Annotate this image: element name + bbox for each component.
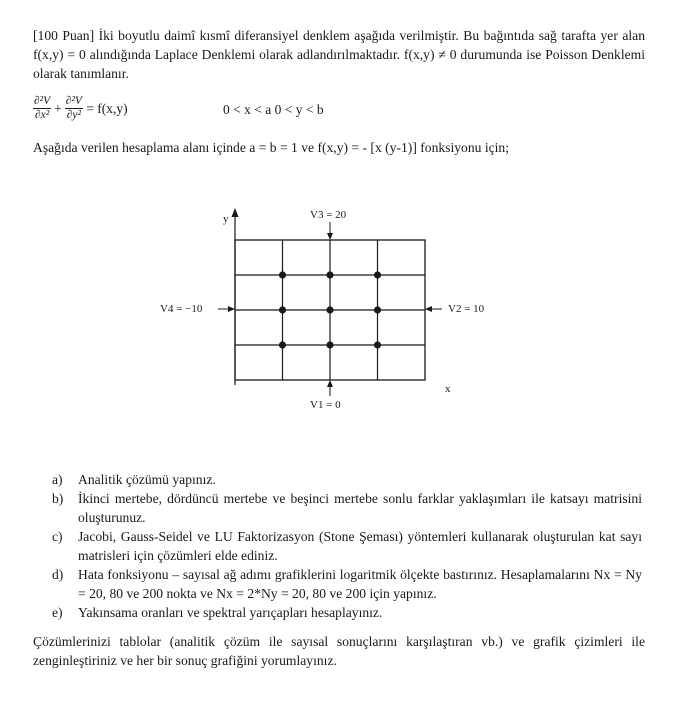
node bbox=[326, 306, 333, 313]
task-item-b bbox=[52, 489, 642, 527]
v2-arrowhead bbox=[425, 306, 432, 312]
node bbox=[279, 306, 286, 313]
node bbox=[279, 341, 286, 348]
task-text: Hata fonksiyonu – sayısal ağ adımı grafiklerini logaritmik ölçekte bastırınız. Hesaplamalarını Nx = Ny = 20, 80 ve 200 nokta ve Nx = 2*Ny = 20, 80 ve 200 için yapınız. bbox=[78, 567, 642, 601]
frac2-numerator: ∂²V bbox=[65, 95, 82, 107]
pde-equation bbox=[33, 95, 128, 127]
d2v-dx2-fraction bbox=[33, 95, 51, 122]
frac1-denominator: ∂x² bbox=[34, 109, 50, 121]
intro-paragraph: [100 Puan] İki boyutlu daimî kısmî diferansiyel denklem aşağıda verilmiştir. Bu bağıntıda sağ tarafta yer alan f(x,y) = 0 alındığında Laplace Denklemi olarak adlandırılmaktadır. f(x,y) ≠ 0 durumunda ise Poisson Denklemi olarak tanımlanır. bbox=[33, 28, 645, 81]
node bbox=[326, 341, 333, 348]
domain-bounds: 0 < x < a 0 < y < b bbox=[223, 102, 324, 117]
v2-label: V2 = 10 bbox=[448, 303, 485, 315]
task-label: c) bbox=[52, 529, 63, 544]
x-axis-label: x bbox=[445, 383, 451, 395]
task-list bbox=[52, 470, 642, 622]
task-label: d) bbox=[52, 567, 64, 582]
task-text: İkinci mertebe, dördüncü mertebe ve beşinci mertebe sonlu farklar yaklaşımları ile katsayı matrisini oluşturunuz. bbox=[78, 491, 642, 525]
node bbox=[374, 341, 381, 348]
node bbox=[374, 306, 381, 313]
equation-rhs: = f(x,y) bbox=[86, 100, 128, 116]
v3-label: V3 = 20 bbox=[310, 209, 347, 221]
problem-statement: Aşağıda verilen hesaplama alanı içinde a = b = 1 ve f(x,y) = - [x (y-1)] fonksiyonu için; bbox=[33, 140, 509, 155]
y-axis-label: y bbox=[223, 213, 229, 225]
task-text: Analitik çözümü yapınız. bbox=[78, 472, 216, 487]
task-text: Jacobi, Gauss-Seidel ve LU Faktorizasyon (Stone Şeması) yöntemleri kullanarak oluşturulan kat sayı matrisleri için çözümleri elde ediniz. bbox=[78, 529, 642, 563]
closing-paragraph: Çözümlerinizi tablolar (analitik çözüm ile sayısal sonuçlarını karşılaştıran vb.) ve grafik çizimleri ile zenginleştiriniz ve her bir sonuç grafiğini yorumlayınız. bbox=[33, 634, 645, 668]
v1-label: V1 = 0 bbox=[310, 399, 341, 411]
v4-label: V4 = −10 bbox=[160, 303, 203, 315]
task-text: Yakınsama oranları ve spektral yarıçapları hesaplayınız. bbox=[78, 605, 383, 620]
task-label: b) bbox=[52, 491, 64, 506]
v4-arrowhead bbox=[228, 306, 235, 312]
grid-figure bbox=[150, 200, 510, 430]
v3-arrowhead bbox=[327, 233, 333, 240]
node bbox=[326, 271, 333, 278]
frac2-denominator: ∂y² bbox=[66, 109, 81, 121]
v1-arrowhead bbox=[327, 380, 333, 387]
node bbox=[279, 271, 286, 278]
y-axis-arrowhead bbox=[232, 208, 239, 217]
task-label: e) bbox=[52, 605, 63, 620]
task-item-d bbox=[52, 565, 642, 603]
d2v-dy2-fraction bbox=[65, 95, 83, 122]
node bbox=[374, 271, 381, 278]
task-item-e bbox=[52, 603, 642, 622]
plus-sign: + bbox=[54, 100, 62, 116]
task-label: a) bbox=[52, 472, 63, 487]
task-item-a bbox=[52, 470, 642, 489]
frac1-numerator: ∂²V bbox=[34, 95, 51, 107]
task-item-c bbox=[52, 527, 642, 565]
